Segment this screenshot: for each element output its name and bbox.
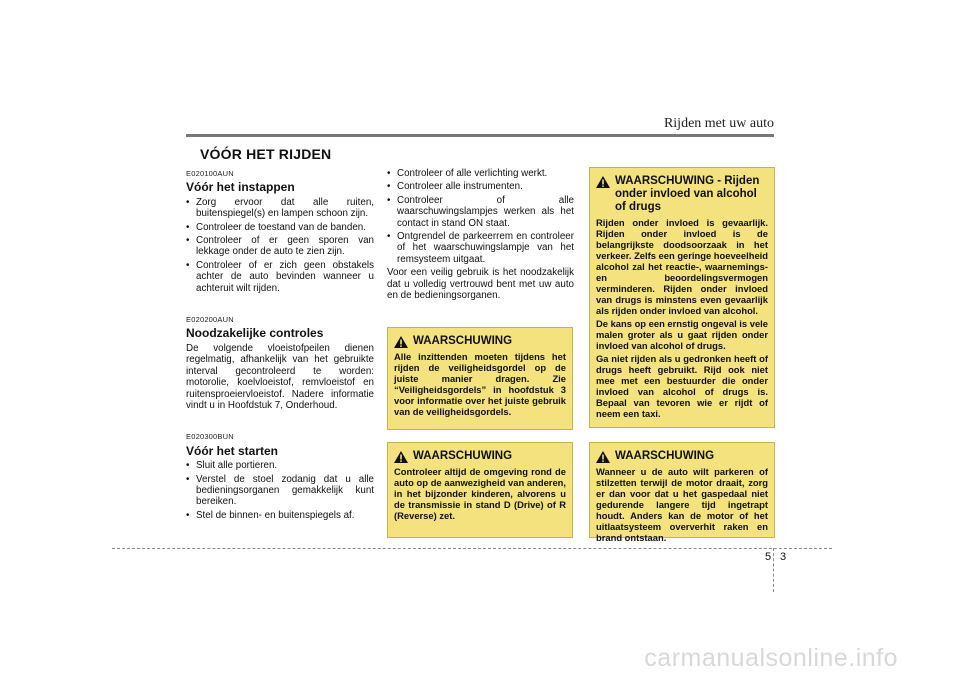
section-code: E020300BUN (186, 432, 234, 442)
warning-text: Controleer altijd de omgeving rond de auto op de aanwezigheid van anderen, in het bijzonder kinderen, alvorens u de transmissie in stand D (Drive) of R (Reverse) zet. (394, 466, 566, 521)
section-heading: Noodzakelijke controles (186, 326, 324, 341)
bullet-list (387, 168, 574, 265)
list-item: • Sluit alle portieren. (186, 460, 374, 471)
section-before-entering (186, 168, 374, 294)
header-rule (186, 134, 774, 137)
list-item: • Stel de binnen- en buitenspiegels af. (186, 510, 374, 521)
warning-header (596, 450, 768, 463)
section-code: E020200AUN (186, 315, 234, 325)
section-paragraph: Voor een veilig gebruik is het noodzakelijk dat u volledig vertrouwd bent met uw auto en de bedieningsorganen. (387, 267, 574, 302)
section-heading: Vóór het starten (186, 443, 279, 458)
warning-box-seatbelts (387, 327, 573, 430)
section-heading: Vóór het instappen (186, 180, 295, 195)
warning-title: WAARSCHUWING (413, 335, 513, 347)
warning-box-surroundings (387, 442, 573, 538)
section-title: VÓÓR HET RIJDEN (200, 146, 332, 162)
watermark: carmanualsonline.info (644, 644, 898, 672)
list-item: • Controleer of er geen sporen van lekkage onder de auto te zien zijn. (186, 235, 374, 258)
warning-text: Ga niet rijden als u gedronken heeft of drugs heeft gebruikt. Rijd ook niet mee met een bestuurder die onder invloed van alcohol of drugs is. Bepaal van tevoren wie er rijdt of neem een taxi. (596, 353, 768, 419)
list-item: • Ontgrendel de parkeerrem en controleer of het waarschuwingslampje van het remsysteem uitgaat. (387, 231, 574, 265)
warning-header (394, 450, 566, 463)
section-before-starting (186, 431, 374, 521)
warning-title: WAARSCHUWING - Rijden onder invloed van alcohol of drugs (615, 175, 760, 213)
page-number-divider (773, 548, 774, 592)
warning-triangle-icon (394, 336, 408, 348)
warning-text: De kans op een ernstig ongeval is vele malen groter als u gaat rijden onder invloed van alcohol of drugs. (596, 318, 768, 351)
page-number: 3 (780, 551, 787, 563)
section-code: E020100AUN (186, 169, 234, 178)
bullet-list (186, 460, 374, 521)
list-item: • Controleer of alle verlichting werkt. (387, 168, 574, 179)
section-paragraph: De volgende vloeistofpeilen dienen regelmatig, afhankelijk van het gebruikte interval gecontroleerd te worden: motorolie, koelvloeistof, remvloeistof en ruitensproeiervloeistof. Nadere informatie vindt u in Hoofdstuk 7, Onderhoud. (186, 342, 374, 411)
list-item: • Zorg ervoor dat alle ruiten, buitenspiegel(s) en lampen schoon zijn. (186, 197, 374, 220)
warning-text: Wanneer u de auto wilt parkeren of stilzetten terwijl de motor draait, zorg er dan voor dat u het gaspedaal niet gedurende langere tijd ingetrapt houdt. Anders kan de motor of het uitlaatsysteem oververhit raken en brand ontstaan. (596, 466, 768, 543)
footer-rule (112, 548, 832, 549)
warning-text: Alle inzittenden moeten tijdens het rijden de veiligheidsgordel op de juiste manier dragen. Zie “Veiligheidsgordels” in hoofdstuk 3 voor informatie over het juiste gebruik van de veiligheidsgordels. (394, 351, 566, 417)
warning-title: WAARSCHUWING (615, 450, 715, 462)
column-middle (387, 168, 574, 301)
chapter-title: Rijden met uw auto (663, 116, 774, 131)
list-item: • Controleer of alle waarschuwingslampjes werken als het contact in stand ON staat. (387, 195, 574, 229)
warning-header (394, 335, 566, 348)
list-item: • Controleer of er zich geen obstakels achter de auto bevinden wanneer u achteruit wilt rijden. (186, 260, 374, 294)
warning-title: WAARSCHUWING (413, 450, 513, 462)
column-left (186, 168, 374, 541)
list-item: • Verstel de stoel zodanig dat u alle bedieningsorganen gemakkelijk kunt bereiken. (186, 474, 374, 508)
list-item: • Controleer de toestand van de banden. (186, 222, 374, 233)
warning-triangle-icon (596, 451, 610, 463)
page-chapter-number: 5 (765, 551, 772, 563)
bullet-list (186, 197, 374, 294)
section-required-checks (186, 314, 374, 411)
warning-header (596, 175, 768, 214)
warning-triangle-icon (596, 176, 610, 188)
warning-triangle-icon (394, 451, 408, 463)
warning-box-idling (589, 442, 775, 543)
warning-box-alcohol-drugs (589, 167, 775, 428)
list-item: • Controleer alle instrumenten. (387, 181, 574, 192)
warning-text: Rijden onder invloed is gevaarlijk. Rijden onder invloed is de belangrijkste doodsoorzaak in het verkeer. Zelfs een geringe hoeveelheid alcohol zal het reactie-, waarnemings- en beoordelingsvermogen verminderen. Rijden onder invloed van drugs is minstens even gevaarlijk als rijden onder invloed van alcohol. (596, 217, 768, 316)
